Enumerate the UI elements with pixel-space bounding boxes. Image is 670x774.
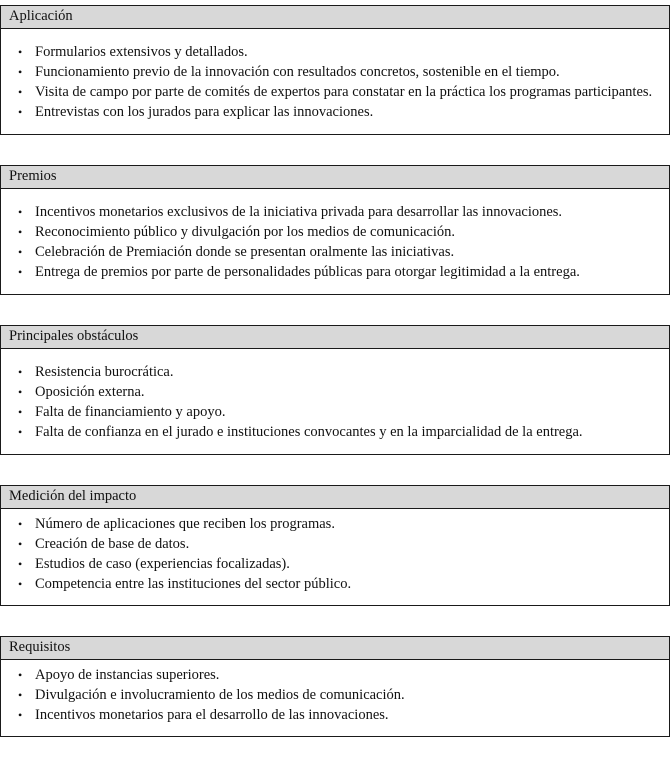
list-item: • Resistencia burocrática. — [35, 362, 659, 382]
section-medicion-del-impacto — [0, 485, 670, 606]
list-item: • Funcionamiento previo de la innovación con resultados concretos, sostenible en el tiempo. — [35, 62, 659, 82]
list-item: • Incentivos monetarios exclusivos de la iniciativa privada para desarrollar las innovaciones. — [35, 202, 659, 222]
section-aplicacion — [0, 5, 670, 135]
section-body — [0, 349, 670, 455]
list-item: • Incentivos monetarios para el desarrollo de las innovaciones. — [35, 705, 659, 725]
list-item: • Número de aplicaciones que reciben los programas. — [35, 514, 659, 534]
section-premios — [0, 165, 670, 295]
section-body — [0, 660, 670, 737]
list-item: • Entrevistas con los jurados para explicar las innovaciones. — [35, 102, 659, 122]
bullet-list — [1, 665, 659, 725]
bullet-list — [1, 362, 659, 442]
section-requisitos — [0, 636, 670, 737]
section-principales-obstaculos — [0, 325, 670, 455]
section-body — [0, 29, 670, 135]
section-title: Medición del impacto — [0, 485, 670, 509]
list-item: • Apoyo de instancias superiores. — [35, 665, 659, 685]
list-item: • Creación de base de datos. — [35, 534, 659, 554]
section-title: Principales obstáculos — [0, 325, 670, 349]
list-item: • Entrega de premios por parte de personalidades públicas para otorgar legitimidad a la entrega. — [35, 262, 659, 282]
list-item: • Visita de campo por parte de comités de expertos para constatar en la práctica los programas participantes. — [35, 82, 659, 102]
list-item: • Estudios de caso (experiencias focalizadas). — [35, 554, 659, 574]
list-item: • Falta de confianza en el jurado e instituciones convocantes y en la imparcialidad de la entrega. — [35, 422, 659, 442]
list-item: • Reconocimiento público y divulgación por los medios de comunicación. — [35, 222, 659, 242]
section-title: Premios — [0, 165, 670, 189]
section-body — [0, 189, 670, 295]
section-title: Requisitos — [0, 636, 670, 660]
list-item: • Divulgación e involucramiento de los medios de comunicación. — [35, 685, 659, 705]
list-item: • Formularios extensivos y detallados. — [35, 42, 659, 62]
bullet-list — [1, 42, 659, 122]
list-item: • Competencia entre las instituciones del sector público. — [35, 574, 659, 594]
list-item: • Falta de financiamiento y apoyo. — [35, 402, 659, 422]
section-title: Aplicación — [0, 5, 670, 29]
section-body — [0, 509, 670, 606]
bullet-list — [1, 202, 659, 282]
list-item: • Celebración de Premiación donde se presentan oralmente las iniciativas. — [35, 242, 659, 262]
list-item: • Oposición externa. — [35, 382, 659, 402]
bullet-list — [1, 514, 659, 594]
